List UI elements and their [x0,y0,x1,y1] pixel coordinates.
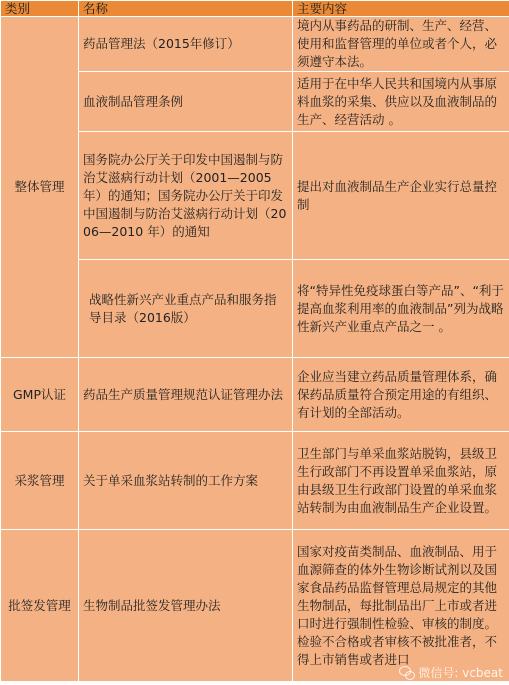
regulation-content: 国家对疫苗类制品、血液制品、用于血源筛查的体外生物诊断试剂以及国家食品药品监督管理总局规定的其他生物制品，每批制品出厂上市或者进口时进行强制性检验、审核的制度。检验不合格或者审核不被批准者，不得上市销售或者进口 [293,530,509,682]
category-overall: 整体管理 [1,17,79,358]
table-row [1,530,509,682]
table-row [1,17,509,72]
category-batch: 批签发管理 [1,530,79,682]
table-row [1,432,509,530]
regulation-content: 将“特异性免疫球蛋白等产品”、“利于提高血浆利用率的血液制品”列为战略性新兴产业重点产品之一 。 [293,260,509,358]
regulation-content: 提出对血液制品生产企业实行总量控制 [293,132,509,260]
regulation-content: 企业应当建立药品质量管理体系，确保药品质量符合预定用途的有组织、有计划的全部活动。 [293,358,509,432]
regulation-content: 卫生部门与单采血浆站脱钩，县级卫生行政部门不再设置单采血浆站，原由县级卫生行政部门设置的单采血浆站转制为由血液制品生产企业设置。 [293,432,509,530]
regulation-name: 药品管理法（2015年修订） [79,17,293,72]
regulation-name: 药品生产质量管理规范认证管理办法 [79,358,293,432]
regulation-name: 国务院办公厅关于印发中国遏制与防治艾滋病行动计划（2001—2005 年）的通知；国务院办公厅关于印发中国遏制与防治艾滋病行动计划（2006—2010 年）的通知 [79,132,293,260]
header-content: 主要内容 [293,1,509,17]
watermark-text: 微信号: vcbeat [418,666,503,680]
table-row [1,358,509,432]
header-row [1,1,509,17]
header-name: 名称 [79,1,293,17]
category-collection: 采浆管理 [1,432,79,530]
regulation-content: 境内从事药品的研制、生产、经营、使用和监督管理的单位或者个人，必须遵守本法。 [293,17,509,72]
regulation-name: 生物制品批签发管理办法 [79,530,293,682]
category-gmp: GMP认证 [1,358,79,432]
regulation-name: 关于单采血浆站转制的工作方案 [79,432,293,530]
regulation-name: 血液制品管理条例 [79,72,293,132]
header-category: 类别 [1,1,79,17]
regulation-name: 战略性新兴产业重点产品和服务指导目录（2016版） [79,260,293,358]
regulation-content: 适用于在中华人民共和国境内从事原料血浆的采集、供应以及血液制品的生产、经营活动 。 [293,72,509,132]
